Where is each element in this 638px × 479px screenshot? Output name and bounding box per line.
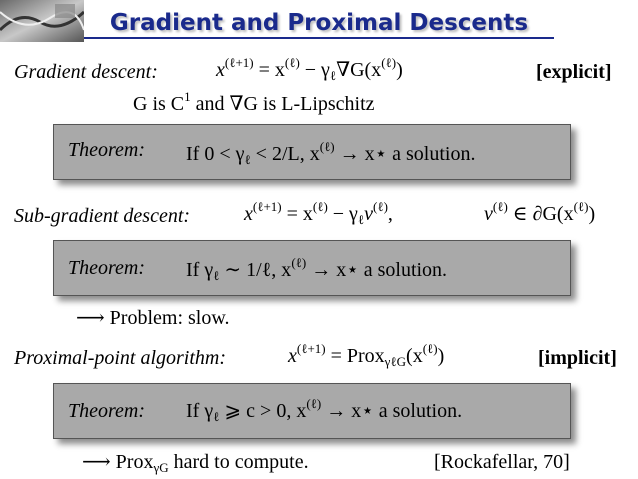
- theorem-statement: If $0 < \gamma_\ell < 2/L$, $x^{(\ell)}$ → x⋆ a solution.: [186, 139, 476, 167]
- subgradient-constraint: $v^{(\ell)}$ ∈ $\partial G(x^{(\ell)})$: [484, 199, 596, 225]
- theorem-box-proximal: [53, 383, 571, 439]
- logo-image: [0, 0, 84, 42]
- theorem-box-subgradient: [53, 240, 571, 296]
- title-underline: [84, 37, 554, 39]
- proximal-equation: $x^{(\ell+1)}$ = $Prox_{\gamma\ell G}(x^{(\ell)})$: [288, 341, 445, 369]
- theorem-label: Theorem:: [68, 139, 146, 161]
- citation: [Rockafellar, 70]: [434, 451, 570, 473]
- slow-remark: ⟶ Problem: slow.: [76, 307, 230, 329]
- explicit-tag: [explicit]: [536, 61, 612, 83]
- gradient-label: Gradient descent:: [14, 61, 158, 83]
- subgradient-label: Sub-gradient descent:: [14, 205, 191, 227]
- theorem-box-gradient: [53, 124, 571, 180]
- theorem-label: Theorem:: [68, 400, 146, 422]
- prox-remark: ⟶ Prox$_{\gamma G}$ hard to compute.: [82, 451, 309, 475]
- theorem-label: Theorem:: [68, 257, 146, 279]
- theorem-statement: If $\gamma_\ell$ ⩾ c > 0, $x^{(\ell)}$ → x⋆ a solution.: [186, 396, 463, 424]
- subgradient-equation: $x^{(\ell+1)} = x^{(\ell)} - \gamma_\ell v^{(\ell)}$,: [244, 199, 393, 227]
- slide-title: Gradient and Proximal Descents: [109, 10, 529, 36]
- proximal-label: Proximal-point algorithm:: [14, 347, 227, 369]
- theorem-statement: If $\gamma_\ell$ ∼ 1/ℓ, $x^{(\ell)}$ → x⋆ a solution.: [186, 255, 448, 283]
- gradient-equation: $x^{(\ell+1)} = x^{(\ell)} - \gamma_\ell\nabla G(x^{(\ell)})$: [216, 55, 403, 83]
- gradient-condition: G is $C^1$ and ∇G is L-Lipschitz: [133, 89, 375, 115]
- implicit-tag: [implicit]: [538, 347, 617, 369]
